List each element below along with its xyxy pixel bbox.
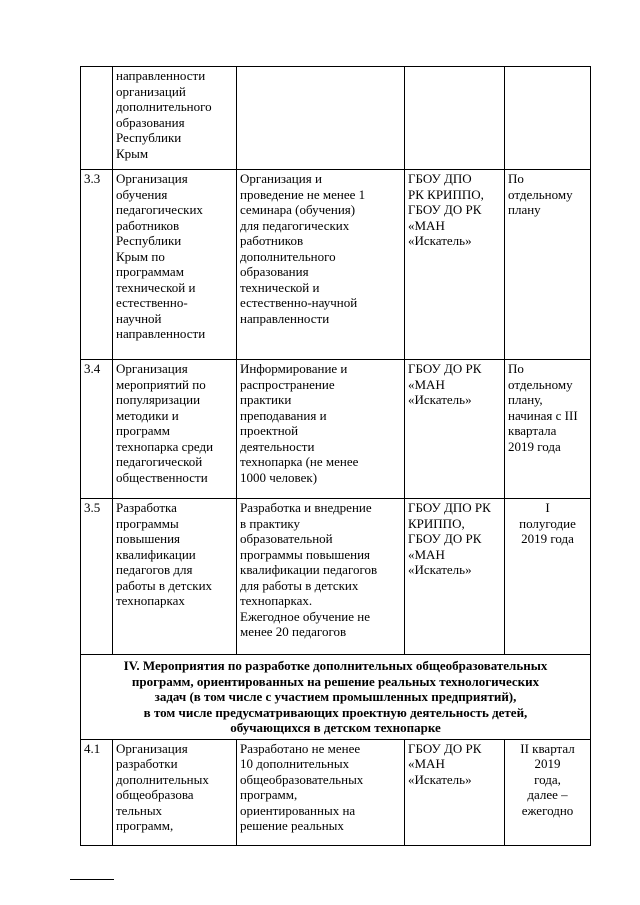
activity-cell: Разработка программы повышения квалификации педагогов для работы в детских технопарках [113, 499, 237, 655]
result-cell: Разработка и внедрение в практику образовательной программы повышения квалификации педагогов для работы в детских технопарках. Ежегодное обучение не менее 20 педагогов [237, 499, 405, 655]
footer-rule [70, 879, 114, 880]
table-row [81, 170, 591, 360]
executor-cell: ГБОУ ДПО РК КРИППО, ГБОУ ДО РК «МАН «Искатель» [405, 170, 505, 360]
row-number: 3.5 [81, 499, 113, 655]
table-row [81, 360, 591, 499]
table-row [81, 739, 591, 845]
term-cell: По отдельному плану [505, 170, 591, 360]
row-number: 4.1 [81, 739, 113, 845]
executor-cell: ГБОУ ДО РК «МАН «Искатель» [405, 360, 505, 499]
row-number: 3.4 [81, 360, 113, 499]
term-cell: II квартал 2019 года, далее – ежегодно [505, 739, 591, 845]
table-row [81, 67, 591, 170]
executor-cell: ГБОУ ДО РК «МАН «Искатель» [405, 739, 505, 845]
section-heading-row [81, 655, 591, 740]
activity-cell: направленности организаций дополнительного образования Республики Крым [113, 67, 237, 170]
table-row [81, 499, 591, 655]
activity-cell: Организация мероприятий по популяризации методики и программ технопарка среди педагогической общественности [113, 360, 237, 499]
plan-table [80, 66, 591, 846]
term-cell: I полугодие 2019 года [505, 499, 591, 655]
result-cell: Информирование и распространение практики преподавания и проектной деятельности технопарка (не менее 1000 человек) [237, 360, 405, 499]
result-cell: Разработано не менее 10 дополнительных общеобразовательных программ, ориентированных на решение реальных [237, 739, 405, 845]
term-cell: По отдельному плану, начиная с III квартала 2019 года [505, 360, 591, 499]
row-number [81, 67, 113, 170]
row-number: 3.3 [81, 170, 113, 360]
result-cell: Организация и проведение не менее 1 семинара (обучения) для педагогических работников дополнительного образования технической и естественно-научной направленности [237, 170, 405, 360]
section-iv-heading: IV. Мероприятия по разработке дополнительных общеобразовательных программ, ориентированных на решение реальных технологических задач (в том числе с участием промышленных предприятий), в том числе предусматривающих проектную деятельность детей, обучающихся в детском технопарке [81, 655, 591, 740]
activity-cell: Организация разработки дополнительных общеобразова тельных программ, [113, 739, 237, 845]
term-cell [505, 67, 591, 170]
result-cell [237, 67, 405, 170]
executor-cell: ГБОУ ДПО РК КРИППО, ГБОУ ДО РК «МАН «Искатель» [405, 499, 505, 655]
executor-cell [405, 67, 505, 170]
activity-cell: Организация обучения педагогических работников Республики Крым по программам технической и естественно- научной направленности [113, 170, 237, 360]
